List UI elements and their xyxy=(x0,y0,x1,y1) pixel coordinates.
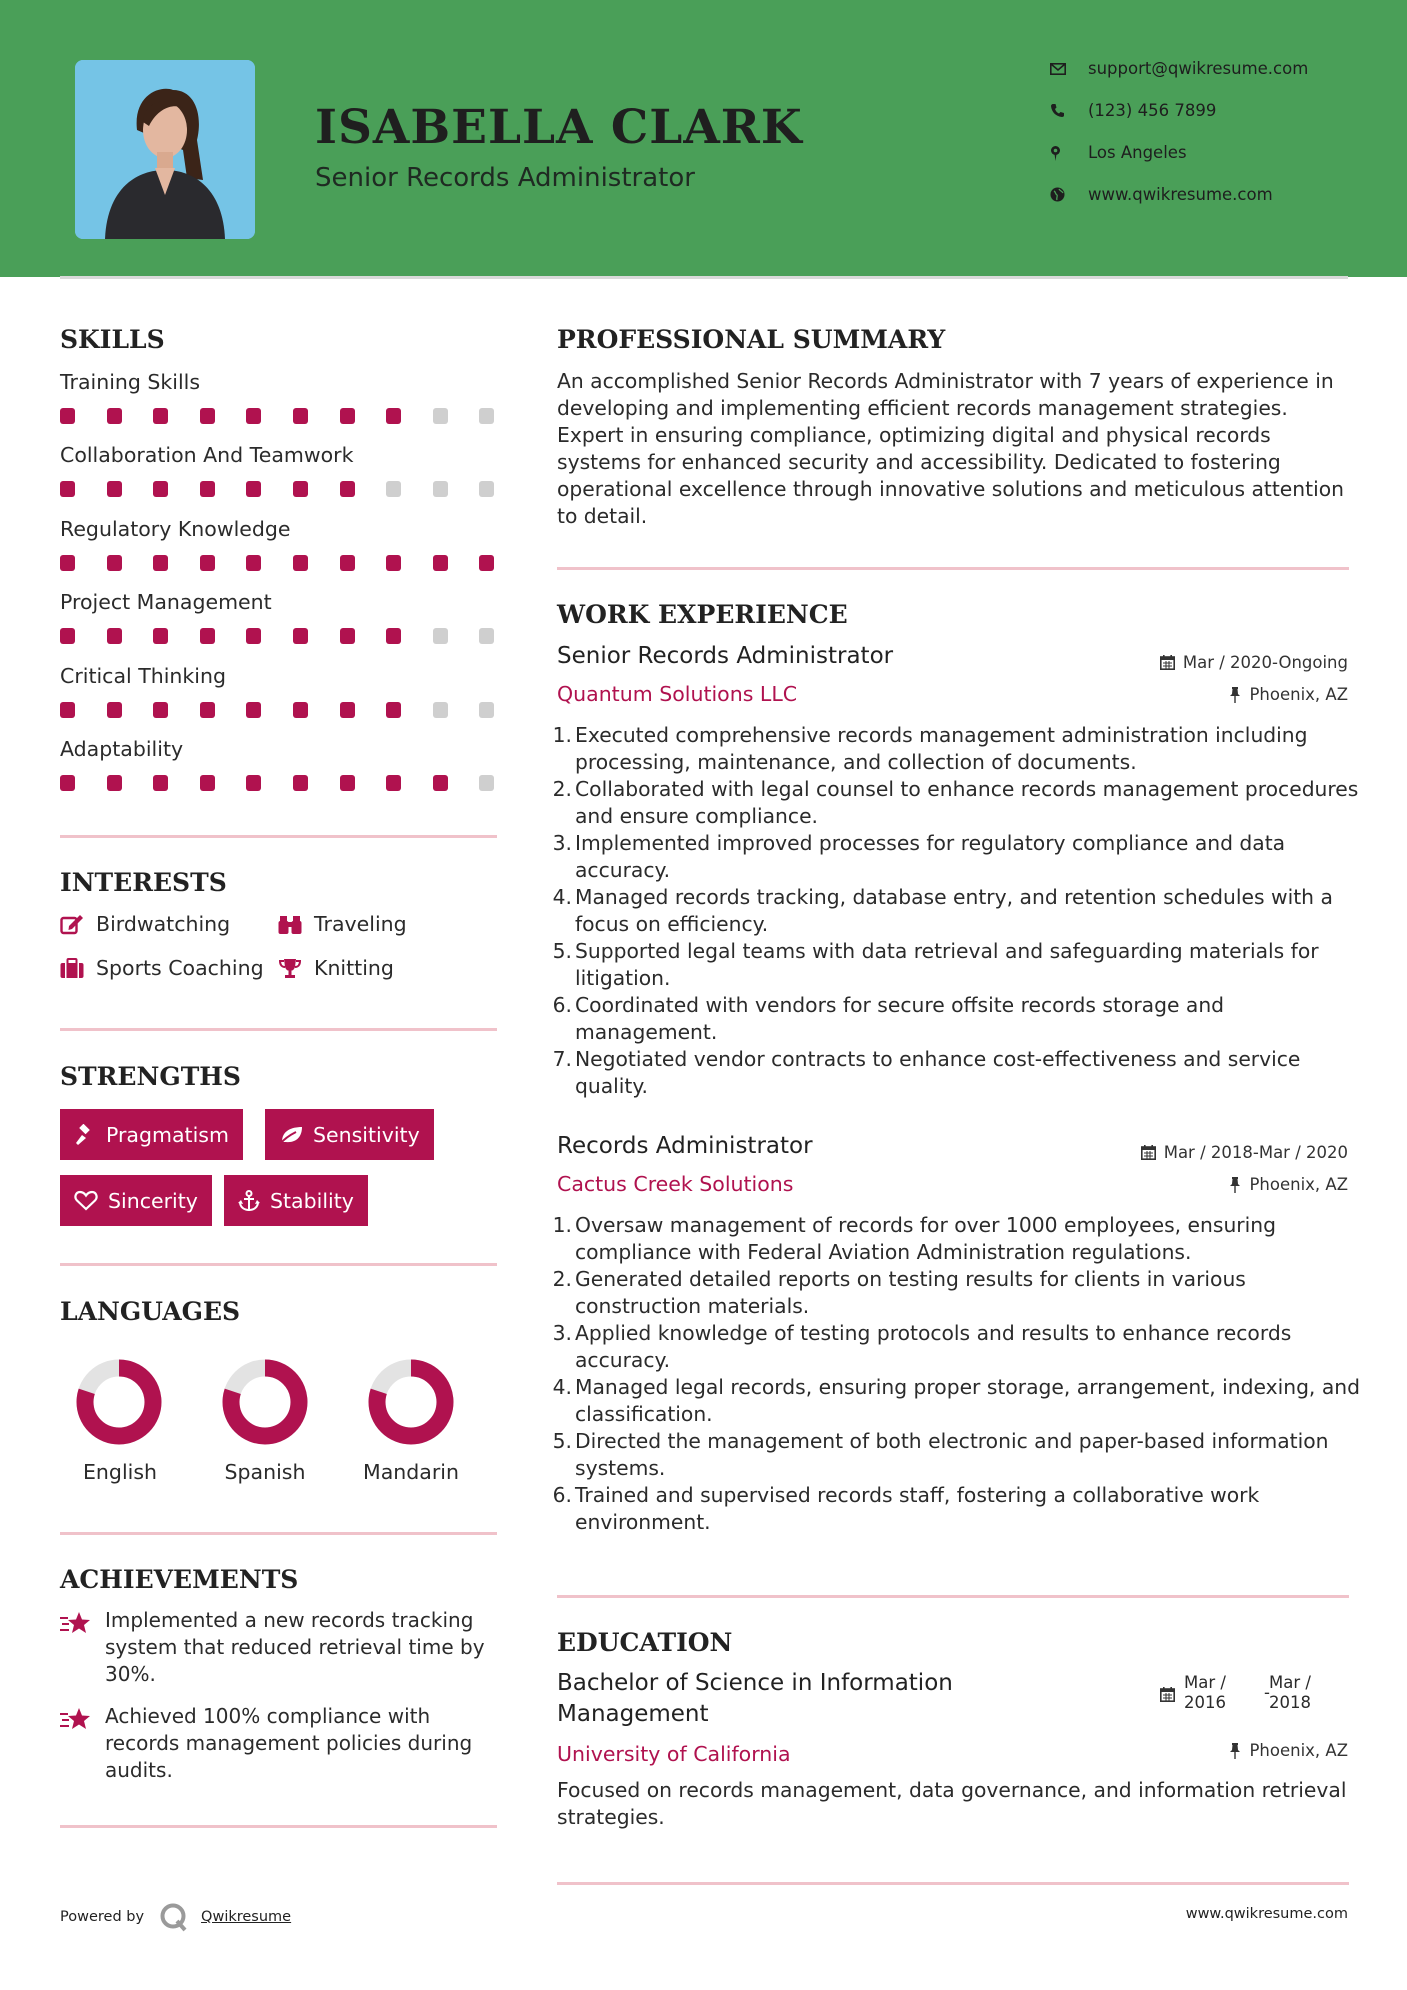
skill-dot-filled xyxy=(433,555,448,571)
section-divider xyxy=(60,835,497,838)
interest-label: Birdwatching xyxy=(96,912,231,936)
skill-dot-filled xyxy=(246,628,261,644)
strength-badge xyxy=(60,1175,212,1226)
bullet-number: 3. xyxy=(552,831,572,855)
phone-icon xyxy=(1050,103,1088,118)
strength-label: Stability xyxy=(270,1188,354,1213)
powered-by-text: Powered by xyxy=(60,1909,145,1925)
skill-dot-filled xyxy=(340,775,355,791)
leaf-icon xyxy=(279,1125,303,1145)
skill-dot-filled xyxy=(153,408,168,424)
achievements-heading: ACHIEVEMENTS xyxy=(60,1565,299,1594)
job-bullets xyxy=(550,1212,1360,1536)
skill-dot-filled xyxy=(246,555,261,571)
education-start-month: Mar / xyxy=(1184,1673,1226,1692)
skill-dot-filled xyxy=(200,555,215,571)
skill-rating xyxy=(60,775,500,791)
skill-dot-filled xyxy=(340,481,355,497)
strength-label: Pragmatism xyxy=(106,1122,229,1147)
heart-icon xyxy=(74,1190,98,1211)
education-start-year: 2016 xyxy=(1184,1693,1226,1712)
education-end-month: Mar / xyxy=(1269,1673,1311,1692)
skill-dot-filled xyxy=(246,702,261,718)
bullet-number: 4. xyxy=(552,885,572,909)
skill-dot-empty xyxy=(433,702,448,718)
job-title: Senior Records Administrator xyxy=(557,643,894,669)
briefcase-icon xyxy=(60,958,84,979)
job-bullet xyxy=(550,1046,1360,1100)
job-company: Quantum Solutions LLC xyxy=(557,682,798,706)
skills-heading: SKILLS xyxy=(60,325,165,354)
skill-label: Collaboration And Teamwork xyxy=(60,443,354,468)
skill-dot-filled xyxy=(293,702,308,718)
contact-email[interactable] xyxy=(1050,59,1390,78)
binoculars-icon xyxy=(278,914,302,935)
languages-heading: LANGUAGES xyxy=(60,1297,241,1326)
bullet-text: Managed legal records, ensuring proper storage, arrangement, indexing, and classification. xyxy=(575,1375,1360,1426)
job-bullet xyxy=(550,1428,1360,1482)
bullet-number: 7. xyxy=(552,1047,572,1071)
calendar-icon xyxy=(1141,1145,1156,1160)
bullet-text: Directed the management of both electronic and paper-based information systems. xyxy=(575,1429,1329,1480)
skill-dot-filled xyxy=(386,702,401,718)
skill-dot-filled xyxy=(386,408,401,424)
strengths-heading: STRENGTHS xyxy=(60,1062,241,1091)
section-divider xyxy=(60,1263,497,1266)
skill-label: Project Management xyxy=(60,590,272,615)
job-bullet xyxy=(550,830,1360,884)
skill-dot-filled xyxy=(200,702,215,718)
section-divider xyxy=(60,1825,497,1828)
map-pin-icon xyxy=(1050,145,1088,161)
achievement-item xyxy=(60,1607,505,1692)
summary-heading: PROFESSIONAL SUMMARY xyxy=(557,325,946,354)
bullet-text: Oversaw management of records for over 1000 employees, ensuring compliance with Federal Aviation Administration regulations. xyxy=(575,1213,1277,1264)
bullet-number: 1. xyxy=(552,723,572,747)
bullet-number: 6. xyxy=(552,1483,572,1507)
skill-dot-filled xyxy=(60,555,75,571)
interests-heading: INTERESTS xyxy=(60,868,227,897)
bullet-number: 2. xyxy=(552,1267,572,1291)
job-bullet xyxy=(550,1482,1360,1536)
pushpin-icon xyxy=(1229,1177,1241,1193)
strength-badge xyxy=(224,1175,368,1226)
bullet-text: Negotiated vendor contracts to enhance cost-effectiveness and service quality. xyxy=(575,1047,1301,1098)
skill-dot-filled xyxy=(293,628,308,644)
job-bullet xyxy=(550,938,1360,992)
skill-rating xyxy=(60,481,500,497)
skill-dot-filled xyxy=(60,481,75,497)
skill-dot-filled xyxy=(293,408,308,424)
skill-dot-filled xyxy=(340,408,355,424)
skill-dot-filled xyxy=(107,702,122,718)
skill-dot-empty xyxy=(433,481,448,497)
job-bullet xyxy=(550,1266,1360,1320)
language-rings xyxy=(60,1350,500,1460)
section-divider xyxy=(557,567,1349,570)
trophy-icon xyxy=(278,958,302,979)
skill-dot-filled xyxy=(386,555,401,571)
skill-dot-filled xyxy=(107,628,122,644)
job-bullet xyxy=(550,722,1360,776)
skill-dot-filled xyxy=(153,481,168,497)
skill-dot-filled xyxy=(293,775,308,791)
globe-icon xyxy=(1050,187,1088,202)
skill-dot-filled xyxy=(107,775,122,791)
skill-dot-filled xyxy=(246,481,261,497)
bullet-number: 2. xyxy=(552,777,572,801)
skill-dot-filled xyxy=(246,408,261,424)
achievement-item xyxy=(60,1703,505,1788)
education-calendar-icon-wrap xyxy=(1160,1687,1175,1706)
skill-dot-empty xyxy=(433,628,448,644)
bullet-number: 1. xyxy=(552,1213,572,1237)
profile-photo xyxy=(75,60,255,239)
job-bullet xyxy=(550,884,1360,938)
skill-dot-filled xyxy=(60,702,75,718)
skill-rating xyxy=(60,702,500,718)
bullet-text: Trained and supervised records staff, fostering a collaborative work environment. xyxy=(575,1483,1260,1534)
skill-rating xyxy=(60,628,500,644)
strength-label: Sincerity xyxy=(108,1188,198,1213)
bullet-number: 6. xyxy=(552,993,572,1017)
skill-dot-filled xyxy=(60,408,75,424)
job-location-text: Phoenix, AZ xyxy=(1249,685,1348,704)
bullet-number: 5. xyxy=(552,1429,572,1453)
skill-dot-filled xyxy=(200,408,215,424)
skill-dot-empty xyxy=(479,702,494,718)
calendar-icon xyxy=(1160,655,1175,670)
job-bullets xyxy=(550,722,1360,1100)
contact-phone-text: (123) 456 7899 xyxy=(1088,101,1217,120)
skill-dot-filled xyxy=(153,702,168,718)
strength-badge xyxy=(60,1109,243,1160)
interest-item xyxy=(278,956,394,980)
job-company: Cactus Creek Solutions xyxy=(557,1172,794,1196)
education-end-year: 2018 xyxy=(1269,1693,1311,1712)
school-name: University of California xyxy=(557,1742,791,1766)
job-title: Records Administrator xyxy=(557,1133,813,1159)
skill-label: Training Skills xyxy=(60,370,201,394)
skill-rating xyxy=(60,408,500,424)
interest-item xyxy=(278,912,407,936)
achievement-text: Achieved 100% compliance with records management policies during audits. xyxy=(105,1704,473,1782)
envelope-icon xyxy=(1050,63,1088,75)
interest-label: Traveling xyxy=(314,912,407,936)
candidate-name: ISABELLA CLARK xyxy=(315,100,803,155)
skill-dot-filled xyxy=(200,775,215,791)
job-bullet xyxy=(550,1374,1360,1428)
contact-location-text: Los Angeles xyxy=(1088,143,1187,162)
contact-website[interactable] xyxy=(1050,185,1390,204)
section-divider xyxy=(60,1532,497,1535)
skill-dot-filled xyxy=(107,481,122,497)
anchor-icon xyxy=(238,1190,260,1212)
candidate-title: Senior Records Administrator xyxy=(315,163,695,193)
skill-dot-filled xyxy=(340,702,355,718)
bullet-number: 3. xyxy=(552,1321,572,1345)
job-dates xyxy=(1141,1143,1348,1162)
interest-item xyxy=(60,912,230,936)
bullet-text: Managed records tracking, database entry, and retention schedules with a focus on efficiency. xyxy=(575,885,1333,936)
education-date-dash: - xyxy=(1264,1683,1270,1702)
skill-dot-filled xyxy=(107,408,122,424)
skill-dot-filled xyxy=(433,775,448,791)
education-location-text: Phoenix, AZ xyxy=(1249,1741,1348,1760)
job-dates-text: Mar / 2018-Mar / 2020 xyxy=(1163,1143,1348,1162)
job-bullet xyxy=(550,1320,1360,1374)
interest-item xyxy=(60,956,264,980)
header-divider xyxy=(60,276,1348,279)
skill-dot-filled xyxy=(153,628,168,644)
degree-line-1: Bachelor of Science in Information xyxy=(557,1670,953,1696)
education-heading: EDUCATION xyxy=(557,1628,733,1657)
skill-dot-empty xyxy=(433,408,448,424)
section-divider xyxy=(60,1028,497,1031)
skill-dot-empty xyxy=(479,408,494,424)
skill-dot-empty xyxy=(386,481,401,497)
skill-rating xyxy=(60,555,500,571)
section-divider xyxy=(557,1882,1349,1885)
skill-dot-filled xyxy=(60,628,75,644)
job-dates-text: Mar / 2020-Ongoing xyxy=(1182,653,1348,672)
pushpin-icon xyxy=(1229,687,1241,703)
language-label: English xyxy=(82,1460,158,1484)
bullet-text: Collaborated with legal counsel to enhance records management procedures and ensure compliance. xyxy=(575,777,1359,828)
language-label: Mandarin xyxy=(363,1460,459,1484)
language-label: Spanish xyxy=(224,1460,306,1484)
skill-dot-filled xyxy=(200,628,215,644)
skill-dot-filled xyxy=(386,628,401,644)
gavel-icon xyxy=(74,1124,96,1146)
achievement-text: Implemented a new records tracking system that reduced retrieval time by 30%. xyxy=(105,1608,485,1686)
skill-dot-filled xyxy=(246,775,261,791)
contact-email-text: support@qwikresume.com xyxy=(1088,59,1309,78)
summary-text: An accomplished Senior Records Administrator with 7 years of experience in developing and implementing efficient records management strategies. Expert in ensuring compliance, optimizing digital and physical records systems for enhanced security and accessibility. Dedicated to fostering operational excellence through innovative solutions and meticulous attention to detail. xyxy=(557,369,1344,528)
skill-dot-filled xyxy=(60,775,75,791)
bullet-text: Supported legal teams with data retrieval and safeguarding materials for litigation. xyxy=(575,939,1319,990)
job-bullet xyxy=(550,776,1360,830)
star-icon xyxy=(60,1611,93,1635)
skill-dot-filled xyxy=(386,775,401,791)
job-location xyxy=(1229,1175,1348,1194)
strength-badge xyxy=(265,1109,434,1160)
skill-label: Regulatory Knowledge xyxy=(60,516,291,541)
contact-location xyxy=(1050,143,1390,162)
contact-website-text: www.qwikresume.com xyxy=(1088,185,1273,204)
skill-label: Critical Thinking xyxy=(60,663,226,688)
degree-line-2: Management xyxy=(557,1701,709,1727)
skill-dot-filled xyxy=(107,555,122,571)
skill-dot-empty xyxy=(479,481,494,497)
skill-dot-filled xyxy=(153,555,168,571)
bullet-text: Coordinated with vendors for secure offsite records storage and management. xyxy=(575,993,1225,1044)
skill-dot-filled xyxy=(479,555,494,571)
bullet-text: Generated detailed reports on testing results for clients in various construction materials. xyxy=(575,1267,1246,1318)
bullet-number: 5. xyxy=(552,939,572,963)
job-dates xyxy=(1160,653,1348,672)
qwikresume-link[interactable]: Qwikresume xyxy=(201,1909,292,1925)
contact-phone[interactable] xyxy=(1050,101,1390,120)
footer-powered-by xyxy=(60,1902,291,1932)
pushpin-icon xyxy=(1229,1743,1241,1759)
interest-label: Knitting xyxy=(314,956,394,980)
interest-label: Sports Coaching xyxy=(96,956,264,980)
skill-dot-filled xyxy=(200,481,215,497)
skill-dot-empty xyxy=(479,775,494,791)
strength-label: Sensitivity xyxy=(313,1122,420,1147)
job-location xyxy=(1229,685,1348,704)
skill-dot-empty xyxy=(479,628,494,644)
experience-heading: WORK EXPERIENCE xyxy=(557,600,848,629)
skill-dot-filled xyxy=(293,481,308,497)
education-location xyxy=(1229,1741,1348,1760)
skill-dot-filled xyxy=(340,628,355,644)
job-bullet xyxy=(550,1212,1360,1266)
bullet-number: 4. xyxy=(552,1375,572,1399)
skill-label: Adaptability xyxy=(60,737,184,761)
job-bullet xyxy=(550,992,1360,1046)
skill-dot-filled xyxy=(153,775,168,791)
calendar-icon xyxy=(1160,1687,1175,1702)
job-location-text: Phoenix, AZ xyxy=(1249,1175,1348,1194)
footer-website[interactable]: www.qwikresume.com xyxy=(1185,1906,1348,1922)
section-divider xyxy=(557,1595,1349,1598)
star-icon xyxy=(60,1707,93,1731)
education-description: Focused on records management, data governance, and information retrieval strategies. xyxy=(557,1778,1347,1829)
skill-dot-filled xyxy=(340,555,355,571)
qwikresume-logo-icon xyxy=(159,1902,189,1932)
bullet-text: Implemented improved processes for regulatory compliance and data accuracy. xyxy=(575,831,1286,882)
bullet-text: Executed comprehensive records management administration including processing, maintenance, and collection of documents. xyxy=(575,723,1308,774)
skill-dot-filled xyxy=(293,555,308,571)
pencil-square-icon xyxy=(60,914,84,935)
resume-header xyxy=(0,0,1407,277)
bullet-text: Applied knowledge of testing protocols and results to enhance records accuracy. xyxy=(575,1321,1292,1372)
